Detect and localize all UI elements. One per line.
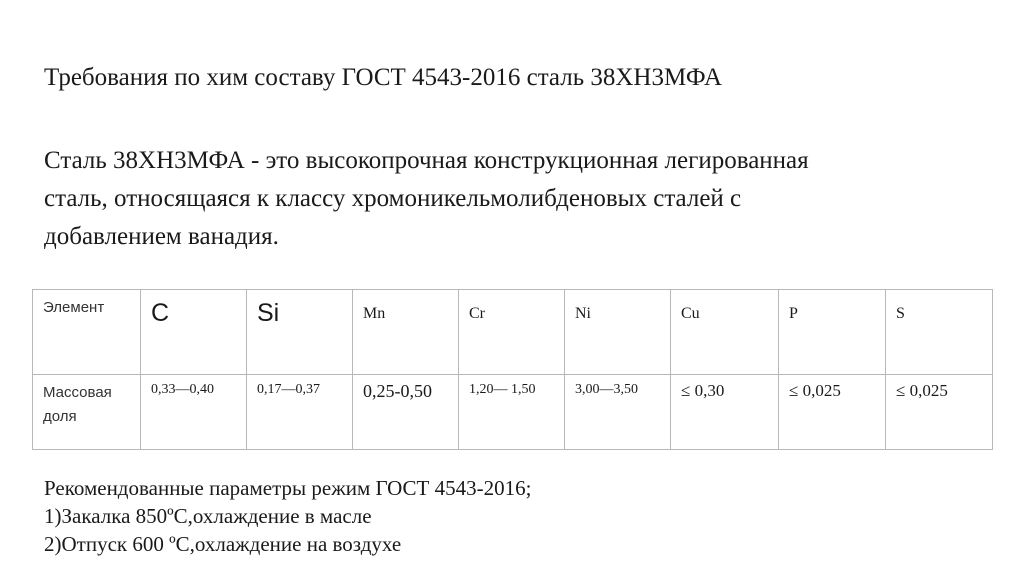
element-name: P <box>789 305 798 322</box>
mass-fraction-value: ≤ 0,30 <box>681 381 725 400</box>
element-name: Cu <box>681 305 700 322</box>
heat-treatment-params <box>44 474 531 558</box>
intro-line: добавлением ванадия. <box>44 223 279 250</box>
table-cell <box>353 290 459 375</box>
table-cell <box>459 375 565 450</box>
mass-fraction-value: 0,33—0,40 <box>151 382 214 397</box>
params-line: 2)Отпуск 600 ºС,охлаждение на воздухе <box>44 532 402 556</box>
table-cell <box>247 375 353 450</box>
table-cell <box>141 290 247 375</box>
page-title: Требования по хим составу ГОСТ 4543-2016 сталь 38ХН3МФА <box>44 64 723 91</box>
intro-line: Сталь 38ХН3МФА - это высокопрочная конструкционная легированная <box>44 147 809 174</box>
table-cell <box>247 290 353 375</box>
table-cell <box>33 375 141 450</box>
table-cell <box>779 290 886 375</box>
table-cell <box>671 290 779 375</box>
mass-fraction-value: ≤ 0,025 <box>789 381 841 400</box>
table-cell <box>353 375 459 450</box>
table-cell <box>33 290 141 375</box>
mass-fraction-value: 0,25-0,50 <box>363 381 432 401</box>
params-line: 1)Закалка 850ºС,охлаждение в масле <box>44 504 372 528</box>
element-name: Si <box>257 299 280 327</box>
element-name: Cr <box>469 305 485 322</box>
table-cell <box>671 375 779 450</box>
element-name: Mn <box>363 305 386 322</box>
intro-line: сталь, относящаяся к классу хромоникельмолибденовых сталей с <box>44 185 742 212</box>
table-cell <box>565 290 671 375</box>
intro-paragraph <box>44 142 964 256</box>
params-line: Рекомендованные параметры режим ГОСТ 4543-2016; <box>44 476 532 500</box>
mass-fraction-value: ≤ 0,025 <box>896 381 948 400</box>
element-name: Ni <box>575 305 591 322</box>
header-label: Элемент <box>43 299 105 316</box>
mass-fraction-value: 0,17—0,37 <box>257 382 320 397</box>
table-row <box>33 375 993 450</box>
element-name: C <box>151 299 170 327</box>
table-cell <box>565 375 671 450</box>
table-cell <box>459 290 565 375</box>
table-row <box>33 290 993 375</box>
element-name: S <box>896 305 905 322</box>
mass-fraction-value: 3,00—3,50 <box>575 382 638 397</box>
row-label: Массовая доля <box>43 384 112 425</box>
mass-fraction-value: 1,20— 1,50 <box>469 382 536 397</box>
table-cell <box>886 375 993 450</box>
table-cell <box>141 375 247 450</box>
table-cell <box>779 375 886 450</box>
composition-table <box>32 289 993 450</box>
table-cell <box>886 290 993 375</box>
